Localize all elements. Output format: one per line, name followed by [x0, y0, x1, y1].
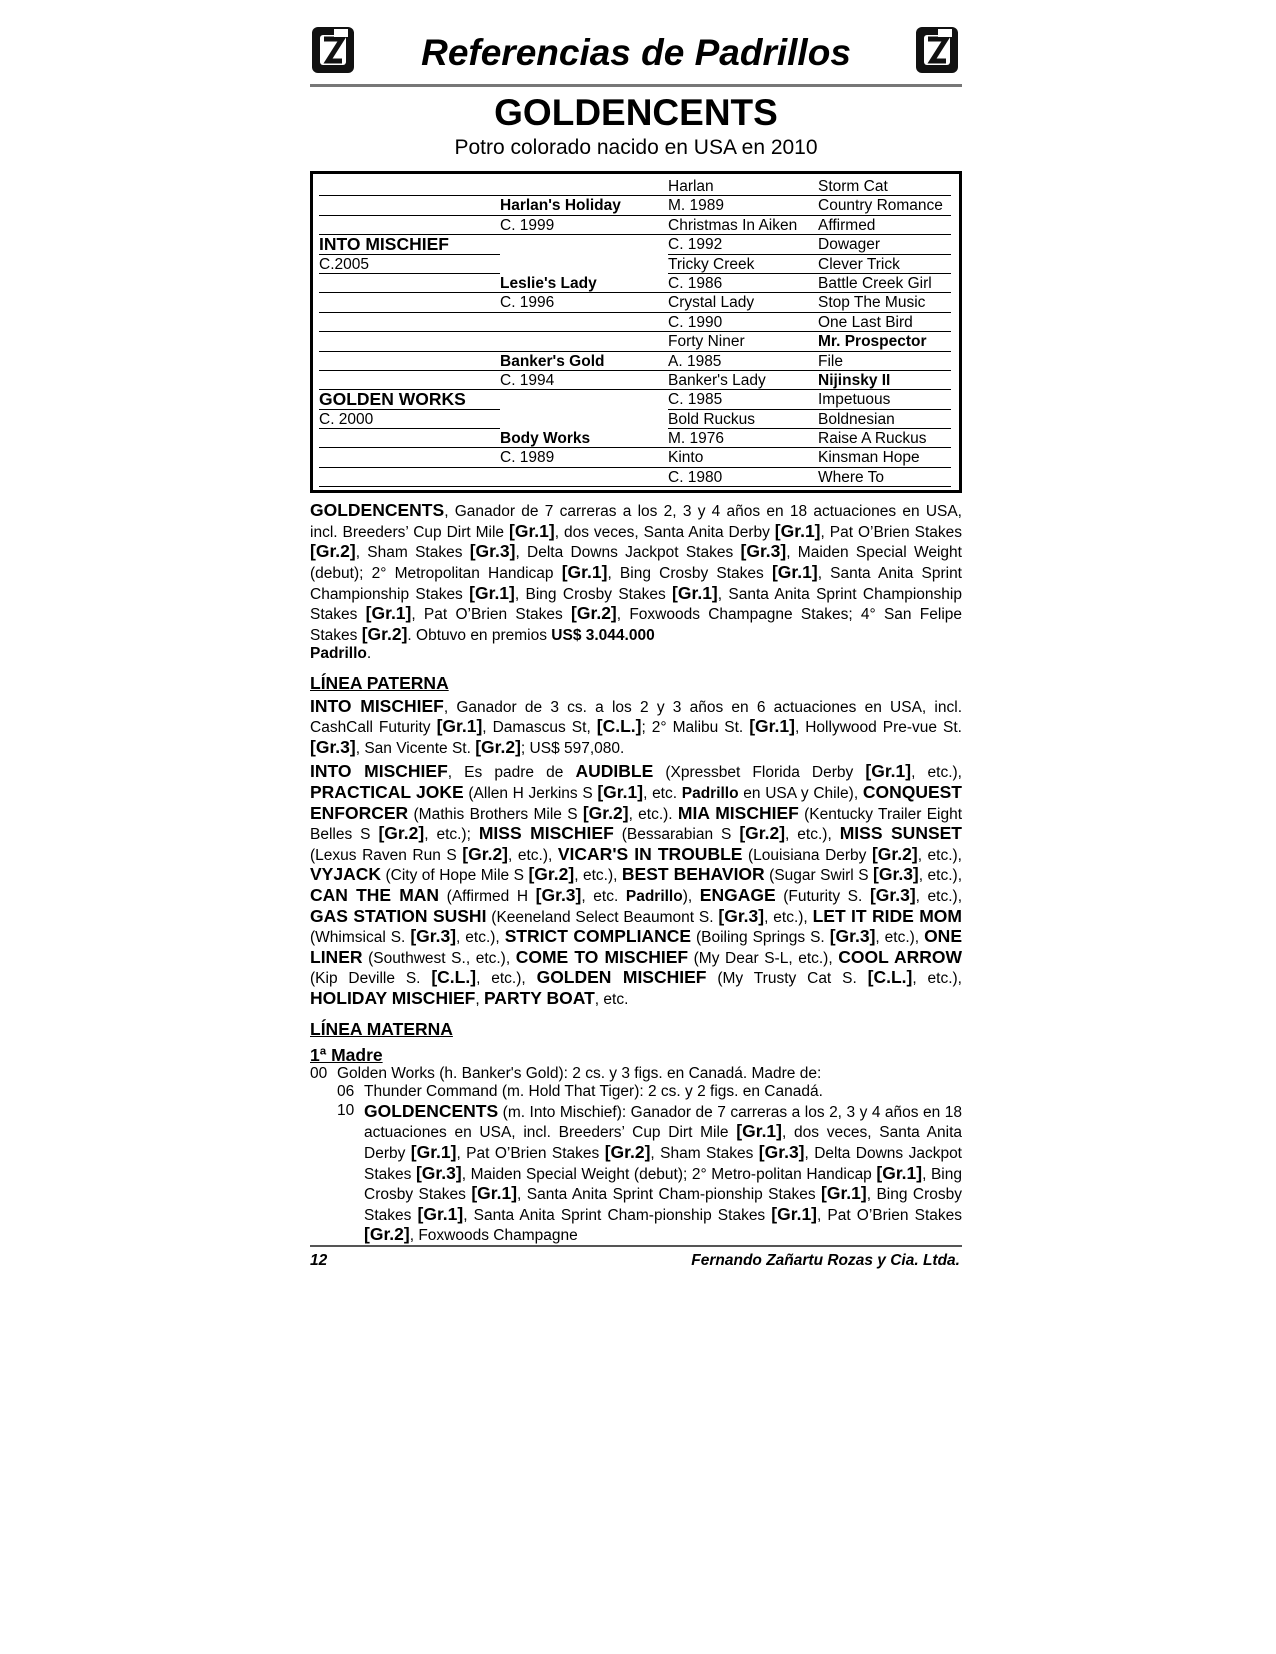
pedigree-cell: C. 1989	[500, 448, 668, 467]
pedigree-cell: Where To	[818, 468, 951, 487]
pedigree-cell: Impetuous	[818, 390, 951, 409]
paterna-paragraph-1: INTO MISCHIEF, Ganador de 3 cs. a los 2 y 3 años en 6 actuaciones en USA, incl. CashCall Futurity [Gr.1], Damascus St, [C.L.]; 2° Malibu St. [Gr.1], Hollywood Pre-vue St. [Gr.3], San Vicente St. [Gr.2]; US$ 597,080.	[310, 695, 962, 757]
pedigree-cell	[500, 177, 668, 196]
pedigree-row	[319, 410, 951, 429]
pedigree-cell	[319, 196, 500, 215]
page	[310, 22, 962, 1246]
pedigree-row	[319, 235, 951, 254]
pedigree-cell: Battle Creek Girl	[818, 274, 951, 293]
linea-materna-heading: LÍNEA MATERNA	[310, 1018, 453, 1039]
pedigree-cell: Clever Trick	[818, 255, 951, 274]
pedigree-row	[319, 313, 951, 332]
produce-entry: 10 GOLDENCENTS (m. Into Mischief): Ganador de 7 carreras a los 2, 3 y 4 años en 18 actuaciones en USA, incl. Breeders’ Cup Dirt Mile [Gr.1], dos veces, Santa Anita Derby [Gr.1], Pat O’Brien Stakes [Gr.2], Sham Stakes [Gr.3], Delta Downs Jackpot Stakes [Gr.3], Maiden Special Weight (debut); 2° Metro-politan Handicap [Gr.1], Bing Crosby Stakes [Gr.1], Santa Anita Sprint Cham-pionship Stakes [Gr.1], Bing Crosby Stakes [Gr.1], Santa Anita Sprint Cham-pionship Stakes [Gr.1], Pat O’Brien Stakes [Gr.2], Foxwoods Champagne	[337, 1100, 962, 1245]
pedigree-cell: Stop The Music	[818, 293, 951, 312]
pedigree-row	[319, 332, 951, 351]
pedigree-cell	[500, 332, 668, 351]
pedigree-cell	[319, 371, 500, 390]
pedigree-cell: INTO MISCHIEF	[319, 235, 500, 254]
pedigree-cell: Banker's Lady	[668, 371, 818, 390]
page-number: 12	[310, 1252, 328, 1269]
pedigree-cell: C. 2000	[319, 410, 500, 429]
pedigree-cell	[500, 390, 668, 409]
pedigree-row	[319, 196, 951, 215]
pedigree-row	[319, 274, 951, 293]
company-name: Fernando Zañartu Rozas y Cia. Ltda.	[691, 1252, 960, 1269]
pedigree-cell	[319, 177, 500, 196]
header-title: Referencias de Padrillos	[421, 32, 851, 73]
pedigree-cell: File	[818, 352, 951, 371]
linea-paterna-heading: LÍNEA PATERNA	[310, 673, 449, 693]
pedigree-row	[319, 371, 951, 390]
pedigree-cell	[319, 448, 500, 467]
pedigree-cell: Bold Ruckus	[668, 410, 818, 429]
pedigree-row	[319, 216, 951, 235]
pedigree-cell: C. 1994	[500, 371, 668, 390]
summary-paragraph: GOLDENCENTS, Ganador de 7 carreras a los 2, 3 y 4 años en 18 actuaciones en USA, incl. Breeders’ Cup Dirt Mile [Gr.1], dos veces, Santa Anita Derby [Gr.1], Pat O’Brien Stakes [Gr.2], Sham Stakes [Gr.3], Delta Downs Jackpot Stakes [Gr.3], Maiden Special Weight (debut); 2° Metropolitan Handicap [Gr.1], Bing Crosby Stakes [Gr.1], Santa Anita Sprint Championship Stakes [Gr.1], Bing Crosby Stakes [Gr.1], Santa Anita Sprint Championship Stakes [Gr.1], Pat O’Brien Stakes [Gr.2], Foxwoods Champagne Stakes; 4° San Felipe Stakes [Gr.2]. Obtuvo en premios US$ 3.044.000 Padrillo.	[310, 500, 963, 663]
pedigree-cell: A. 1985	[668, 352, 818, 371]
pedigree-cell: Crystal Lady	[668, 293, 818, 312]
pedigree-cell: Mr. Prospector	[818, 332, 951, 351]
pedigree-cell	[500, 235, 668, 254]
produce-entry: 06 Thunder Command (m. Hold That Tiger): 2 cs. y 2 figs. en Canadá.	[337, 1083, 823, 1101]
pedigree-table	[310, 171, 962, 493]
pedigree-cell: C. 1990	[668, 313, 818, 332]
pedigree-cell: One Last Bird	[818, 313, 951, 332]
pedigree-cell	[319, 293, 500, 312]
pedigree-cell	[319, 313, 500, 332]
pedigree-cell	[319, 216, 500, 235]
pedigree-cell: C. 1996	[500, 293, 668, 312]
pedigree-cell: Storm Cat	[818, 177, 951, 196]
pedigree-cell	[319, 332, 500, 351]
header	[310, 22, 962, 82]
pedigree-cell	[319, 468, 500, 487]
pedigree-cell	[319, 429, 500, 448]
paterna-paragraph-2: INTO MISCHIEF, Es padre de AUDIBLE (Xpressbet Florida Derby [Gr.1], etc.), PRACTICAL JOKE (Allen H Jerkins S [Gr.1], etc. Padrillo en USA y Chile), CONQUEST ENFORCER (Mathis Brothers Mile S [Gr.2], etc.). MIA MISCHIEF (Kentucky Trailer Eight Belles S [Gr.2], etc.); MISS MISCHIEF (Bessarabian S [Gr.2], etc.), MISS SUNSET (Lexus Raven Run S [Gr.2], etc.), VICAR'S IN TROUBLE (Louisiana Derby [Gr.2], etc.), VYJACK (City of Hope Mile S [Gr.2], etc.), BEST BEHAVIOR (Sugar Swirl S [Gr.3], etc.), CAN THE MAN (Affirmed H [Gr.3], etc. Padrillo), ENGAGE (Futurity S. [Gr.3], etc.), GAS STATION SUSHI (Keeneland Select Beaumont S. [Gr.3], etc.), LET IT RIDE MOM (Whimsical S. [Gr.3], etc.), STRICT COMPLIANCE (Boiling Springs S. [Gr.3], etc.), ONE LINER (Southwest S., etc.), COME TO MISCHIEF (My Dear S-L, etc.), COOL ARROW (Kip Deville S. [C.L.], etc.), GOLDEN MISCHIEF (My Trusty Cat S. [C.L.], etc.), HOLIDAY MISCHIEF, PARTY BOAT, etc.	[310, 761, 963, 1008]
pedigree-row	[319, 255, 951, 274]
pedigree-cell: Harlan's Holiday	[500, 196, 668, 215]
pedigree-cell: M. 1989	[668, 196, 818, 215]
pedigree-cell	[500, 255, 668, 274]
pedigree-row	[319, 468, 951, 487]
pedigree-cell: Nijinsky II	[818, 371, 951, 390]
pedigree-row	[319, 429, 951, 448]
pedigree-cell: Tricky Creek	[668, 255, 818, 274]
pedigree-cell: C. 1999	[500, 216, 668, 235]
pedigree-cell: Affirmed	[818, 216, 951, 235]
pedigree-cell: Boldnesian	[818, 410, 951, 429]
horse-subtitle: Potro colorado nacido en USA en 2010	[454, 136, 818, 159]
madre-entry: 00 Golden Works (h. Banker's Gold): 2 cs. y 3 figs. en Canadá. Madre de:	[310, 1064, 822, 1082]
pedigree-cell: C. 1992	[668, 235, 818, 254]
pedigree-cell: Harlan	[668, 177, 818, 196]
pedigree-row	[319, 293, 951, 312]
footer	[310, 1245, 962, 1269]
pedigree-cell: C. 1985	[668, 390, 818, 409]
pedigree-cell: Raise A Ruckus	[818, 429, 951, 448]
pedigree-cell: Kinsman Hope	[818, 448, 951, 467]
header-rule	[310, 84, 962, 87]
horse-name: GOLDENCENTS	[494, 92, 778, 133]
pedigree-cell: Dowager	[818, 235, 951, 254]
pedigree-cell: M. 1976	[668, 429, 818, 448]
summary-section	[310, 501, 962, 1246]
pedigree-cell: Forty Niner	[668, 332, 818, 351]
pedigree-cell: Kinto	[668, 448, 818, 467]
pedigree-cell	[500, 410, 668, 429]
pedigree-cell	[319, 274, 500, 293]
pedigree-cell	[500, 313, 668, 332]
pedigree-cell: Leslie's Lady	[500, 274, 668, 293]
pedigree-cell: Christmas In Aiken	[668, 216, 818, 235]
pedigree-cell: C. 1986	[668, 274, 818, 293]
pedigree-cell	[319, 352, 500, 371]
pedigree-cell: C.2005	[319, 255, 500, 274]
pedigree-cell: GOLDEN WORKS	[319, 390, 500, 409]
pedigree-cell: Country Romance	[818, 196, 951, 215]
pedigree-cell	[500, 468, 668, 487]
logo-icon	[914, 25, 960, 75]
primera-madre-heading: 1ª Madre	[310, 1045, 383, 1066]
pedigree-row	[319, 390, 951, 409]
pedigree-cell: Body Works	[500, 429, 668, 448]
pedigree-cell: Banker's Gold	[500, 352, 668, 371]
pedigree-row	[319, 352, 951, 371]
pedigree-row	[319, 177, 951, 196]
pedigree-cell: C. 1980	[668, 468, 818, 487]
pedigree-row	[319, 448, 951, 467]
